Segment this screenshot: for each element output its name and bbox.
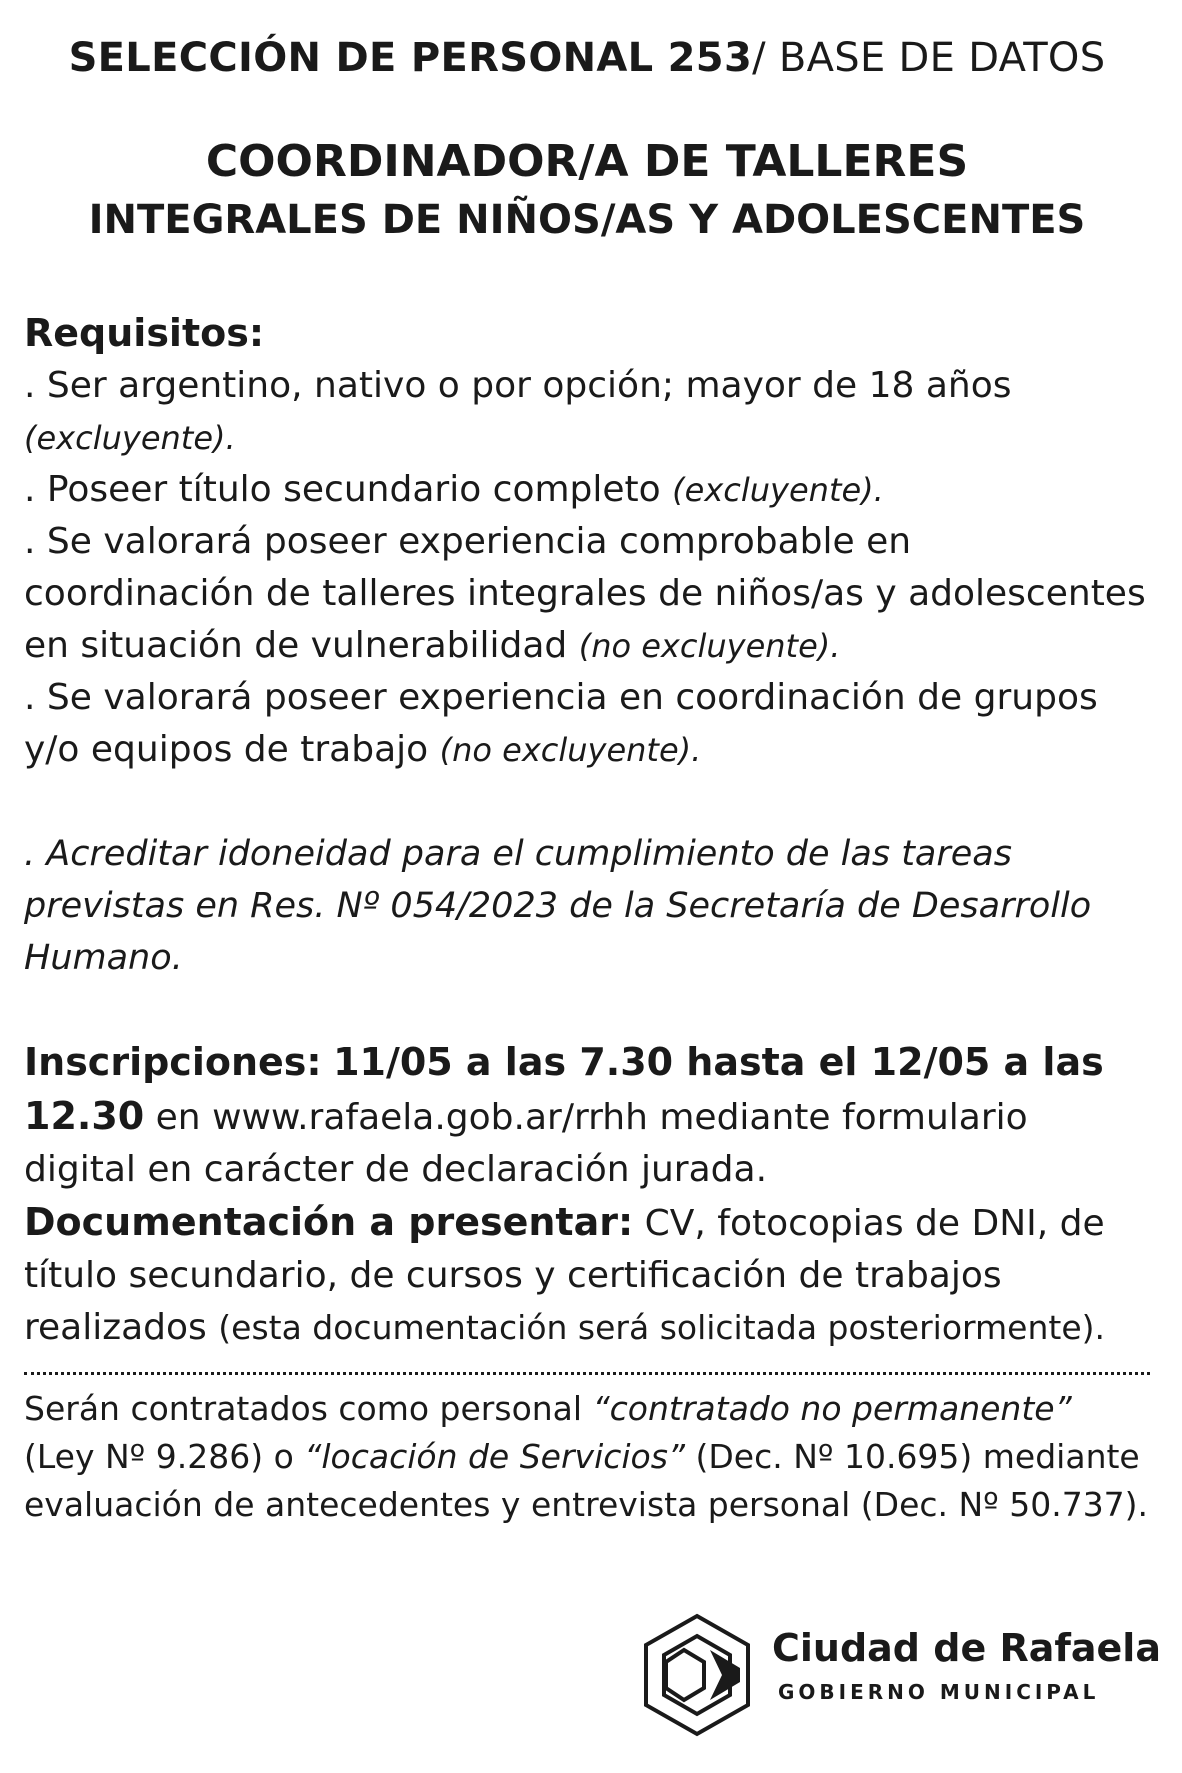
suitability-requirement: . Acreditar idoneidad para el cumplimiento de las tareas previstas en Res. Nº 054/2023 de la Secretaría de Desarrollo Humano. xyxy=(24,834,1092,978)
posting-header xyxy=(24,30,1150,86)
inscriptions-label: Inscripciones: xyxy=(24,1040,322,1084)
requirement-note: (excluyente). xyxy=(672,471,884,509)
logo-name: Ciudad de Rafaela xyxy=(772,1626,1161,1670)
requirement-note: (excluyente). xyxy=(24,419,236,457)
hexagon-logo-icon xyxy=(632,1610,762,1740)
requirement-item xyxy=(24,464,1150,516)
contract-type: “contratado no permanente” xyxy=(592,1389,1072,1428)
requirements-heading: Requisitos: xyxy=(24,311,265,355)
position-title-line1: COORDINADOR/A DE TALLERES xyxy=(205,136,969,187)
documents-text: CV, fotocopias de DNI, de título secundario, de cursos y certificación de trabajos realizados xyxy=(24,1203,1105,1348)
inscriptions-section xyxy=(24,1036,1150,1196)
documents-label: Documentación a presentar: xyxy=(24,1200,634,1244)
requirements-list xyxy=(24,360,1150,776)
header-selection: SELECCIÓN DE PERSONAL 253 xyxy=(68,35,753,81)
requirement-text: . Se valorará poseer experiencia comprobable en coordinación de talleres integrales de niños/as y adolescentes en situación de vulnerabilidad xyxy=(24,521,1146,666)
inscriptions-text: en www.rafaela.gob.ar/rrhh mediante formulario digital en carácter de declaración jurada. xyxy=(24,1097,1028,1190)
contract-text: Serán contratados como personal xyxy=(24,1389,593,1428)
dotted-divider xyxy=(24,1372,1150,1375)
requirement-item xyxy=(24,672,1150,776)
contract-terms xyxy=(24,1385,1150,1529)
documents-note: (esta documentación será solicitada posteriormente). xyxy=(218,1308,1105,1347)
requirement-note: (no excluyente). xyxy=(439,731,702,769)
logo-subtitle: GOBIERNO MUNICIPAL xyxy=(778,1680,1100,1704)
requirement-note: (no excluyente). xyxy=(578,627,841,665)
contract-text: (Dec. Nº 10.695) mediante evaluación de antecedentes y entrevista personal (Dec. Nº 50.737). xyxy=(24,1437,1149,1524)
requirement-item xyxy=(24,360,1150,464)
city-logo xyxy=(632,1610,1161,1740)
documents-section xyxy=(24,1196,1150,1354)
position-title-line2: INTEGRALES DE NIÑOS/AS Y ADOLESCENTES xyxy=(88,197,1086,243)
requirement-text: . Poseer título secundario completo xyxy=(24,469,661,510)
requirement-text: . Ser argentino, nativo o por opción; mayor de 18 años xyxy=(24,365,1012,406)
requirement-text: . Se valorará poseer experiencia en coordinación de grupos y/o equipos de trabajo xyxy=(24,677,1098,770)
contract-type: “locación de Servicios” xyxy=(304,1437,686,1476)
header-database: / BASE DE DATOS xyxy=(752,35,1106,81)
requirement-item xyxy=(24,516,1150,672)
inscriptions-dates: 11/05 a las 7.30 hasta el 12/05 a las 12.30 xyxy=(24,1040,1104,1138)
contract-text: (Ley Nº 9.286) o xyxy=(24,1437,305,1476)
job-posting xyxy=(24,30,1150,1529)
